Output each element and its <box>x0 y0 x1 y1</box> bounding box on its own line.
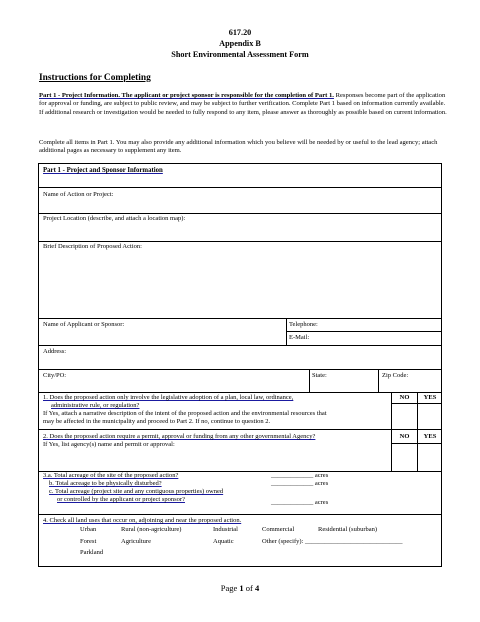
q2-no-header: NO <box>399 433 410 440</box>
city-label: City/PO: <box>43 372 67 379</box>
q2-no-checkbox[interactable] <box>392 444 417 471</box>
state-label: State: <box>312 372 327 379</box>
land-use-urban[interactable]: Urban <box>80 526 97 533</box>
question-4: 4. Check all land uses that occur on, adjoining and near the proposed action. <box>43 517 242 524</box>
form-code: 617.20 <box>228 28 252 37</box>
q3c-line1: c. Total acreage (project site and any contiguous properties) owned <box>49 488 224 495</box>
q3c-line2: or controlled by the applicant or project sponsor? <box>57 496 185 503</box>
address-field[interactable] <box>39 356 441 369</box>
name-of-action-field[interactable] <box>39 199 441 213</box>
land-use-forest[interactable]: Forest <box>80 538 97 545</box>
page-number <box>0 583 480 593</box>
q1-yes-header: YES <box>423 394 437 401</box>
question-3 <box>43 472 273 504</box>
appendix-label: Appendix B <box>219 39 261 48</box>
question-1 <box>43 394 388 426</box>
page-current: 1 <box>239 583 244 593</box>
telephone-label: Telephone: <box>289 321 318 328</box>
part1-instructions <box>39 92 449 117</box>
land-use-agriculture[interactable]: Agriculture <box>121 538 151 545</box>
name-of-action-label: Name of Action or Project: <box>43 191 114 198</box>
q1-no-checkbox[interactable] <box>392 404 417 429</box>
zip-label: Zip Code: <box>382 372 409 379</box>
land-use-commercial[interactable]: Commercial <box>262 526 295 533</box>
complete-instructions: Complete all items in Part 1. You may also provide any additional information which you believe will be needed by or useful to the lead agency; attach additional pages as necessary to supplement any item. <box>39 139 438 155</box>
email-label: E-Mail: <box>289 334 310 341</box>
land-use-rural[interactable]: Rural (non-agriculture) <box>121 526 182 533</box>
applicant-name-label: Name of Applicant or Sponsor: <box>43 321 125 328</box>
question-2 <box>43 433 388 449</box>
q3a: 3.a. Total acreage of the site of the proposed action? <box>43 472 179 479</box>
land-use-residential[interactable]: Residential (suburban) <box>318 526 378 533</box>
part1-title: Part 1 - Project and Sponsor Information <box>43 167 163 174</box>
q1-line1: 1. Does the proposed action only involve the legislative adoption of a plan, local law, ordinance, <box>43 394 294 401</box>
project-location-field[interactable] <box>39 224 441 241</box>
form-title: Short Environmental Assessment Form <box>171 50 309 59</box>
brief-description-field[interactable] <box>39 252 441 317</box>
land-use-parkland[interactable]: Parkland <box>80 549 104 556</box>
acres-a-field[interactable]: _____________ acres <box>271 472 329 479</box>
project-location-label: Project Location (describe, and attach a location map): <box>43 215 186 222</box>
q1-yes-checkbox[interactable] <box>418 404 442 429</box>
applicant-name-field[interactable] <box>39 329 284 344</box>
land-use-industrial[interactable]: Industrial <box>213 526 238 533</box>
q2-yes-header: YES <box>423 433 437 440</box>
land-use-aquatic[interactable]: Aquatic <box>213 538 234 545</box>
page-total: 4 <box>255 583 260 593</box>
page-of: of <box>245 583 253 593</box>
land-use-other[interactable]: Other (specify): ______________________________ <box>262 538 403 545</box>
page-prefix: Page <box>220 583 238 593</box>
q1-line2: administrative rule, or regulation? <box>51 402 140 409</box>
q1-line4: may be affected in the municipality and proceed to Part 2. If no, continue to question 2. <box>43 418 271 425</box>
q2-yes-checkbox[interactable] <box>418 444 442 471</box>
address-label: Address: <box>43 348 67 355</box>
part1-bold: Part 1 - Project Information. The applicant or project sponsor is responsible for the completion of Part 1. <box>39 92 334 99</box>
acres-c-field[interactable]: _____________ acres <box>271 499 329 506</box>
q3b: b. Total acreage to be physically disturbed? <box>49 480 162 487</box>
q2-line1: 2. Does the proposed action require a permit, approval or funding from any other governmental Agency? <box>43 433 316 440</box>
q2-line2: If Yes, list agency(s) name and permit or approval: <box>43 441 175 448</box>
brief-description-label: Brief Description of Proposed Action: <box>43 243 142 250</box>
q1-line3: If Yes, attach a narrative description of the intent of the proposed action and the environmental resources that <box>43 410 327 417</box>
q1-no-header: NO <box>399 394 410 401</box>
acres-b-field[interactable]: _____________ acres <box>271 480 329 487</box>
instructions-title: Instructions for Completing <box>39 73 151 83</box>
part1-text: Responses become part of the application for approval or funding, are subject to public review, and may be subject to further verification. Complete Part 1 based on information currently available. If additional research or investigation would be needed to fully respond to any item, please answer as thoroughly as possible based on current information. <box>39 92 447 116</box>
